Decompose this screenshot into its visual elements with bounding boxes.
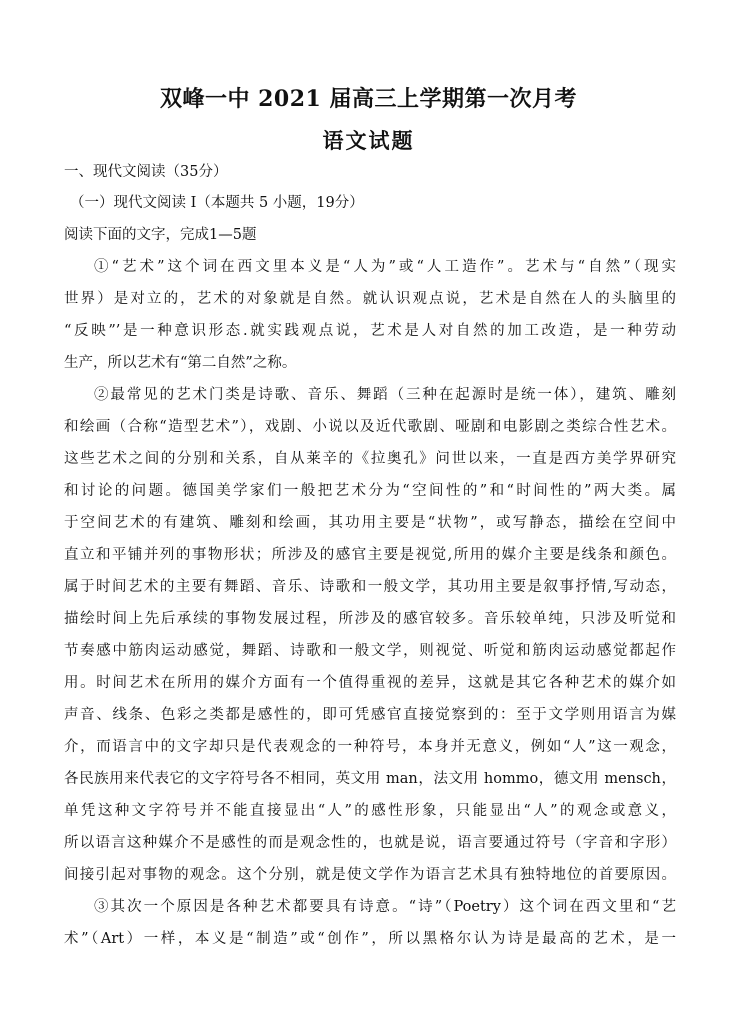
reading-instruction: 阅读下面的文字，完成1—5题 xyxy=(64,227,257,243)
paragraph-1-line-1: ①“艺术”这个词在西文里本义是“人为”或“人工造作”。艺术与“自然”（现实 xyxy=(94,259,676,275)
section-heading: 一、现代文阅读（35分） xyxy=(64,164,228,180)
paragraph-2-line-16: 间接引起对事物的观念。这个分别，就是使文学作为语言艺术具有独特地位的首要原因。 xyxy=(64,867,676,883)
paragraph-2-line-2: 和绘画（合称“造型艺术”），戏剧、小说以及近代歌剧、哑剧和电影剧之类综合性艺术。 xyxy=(64,419,676,435)
paragraph-2-line-13: 各民族用来代表它的文字符号各不相同，英文用 man，法文用 hommo，德文用 mensch， xyxy=(64,771,676,787)
paragraph-2-line-9: 节奏感中筋肉运动感觉，舞蹈、诗歌和一般文学，则视觉、听觉和筋肉运动感觉都起作 xyxy=(64,643,676,659)
paragraph-2-line-10: 用。时间艺术在所用的媒介方面有一个值得重视的差异，这就是其它各种艺术的媒介如 xyxy=(64,675,676,691)
exam-subtitle: 语文试题 xyxy=(322,128,415,153)
paragraph-2-line-5: 于空间艺术的有建筑、雕刻和绘画，其功用主要是“状物”，或写静态，描绘在空间中 xyxy=(64,515,676,531)
paragraph-2-line-3: 这些艺术之间的分别和关系，自从莱辛的《拉奥孔》问世以来，一直是西方美学界研究 xyxy=(64,451,676,467)
paragraph-2-line-12: 介，而语言中的文字却只是代表观念的一种符号，本身并无意义，例如“人”这一观念， xyxy=(64,739,676,755)
paragraph-2-line-14: 单凭这种文字符号并不能直接显出“人”的感性形象，只能显出“人”的观念或意义， xyxy=(64,803,676,819)
paragraph-2-line-15: 所以语言这种媒介不是感性的而是观念性的，也就是说，语言要通过符号（字音和字形） xyxy=(64,835,676,851)
paragraph-1-line-4: 生产，所以艺术有“第二自然”之称。 xyxy=(64,355,297,371)
paragraph-2-line-7: 属于时间艺术的主要有舞蹈、音乐、诗歌和一般文学，其功用主要是叙事抒情,写动态， xyxy=(64,579,676,595)
paragraph-2-line-11: 声音、线条、色彩之类都是感性的，即可凭感官直接觉察到的：至于文学则用语言为媒 xyxy=(64,707,676,723)
paragraph-2-line-4: 和讨论的问题。德国美学家们一般把艺术分为“空间性的”和“时间性的”两大类。属 xyxy=(64,483,676,499)
paragraph-1-line-3: “反映”’是一种意识形态.就实践观点说，艺术是人对自然的加工改造，是一种劳动 xyxy=(64,323,676,339)
paragraph-2-line-8: 描绘时间上先后承续的事物发展过程，所涉及的感官较多。音乐较单纯，只涉及听觉和 xyxy=(64,611,676,627)
paragraph-1-line-2: 世界）是对立的，艺术的对象就是自然。就认识观点说，艺术是自然在人的头脑里的 xyxy=(64,291,676,307)
subsection-heading: （一）现代文阅读 I（本题共 5 小题，19分） xyxy=(70,195,364,211)
paragraph-2-line-1: ②最常见的艺术门类是诗歌、音乐、舞蹈（三种在起源时是统一体），建筑、雕刻 xyxy=(94,387,676,403)
paragraph-2-line-6: 直立和平铺并列的事物形状；所涉及的感官主要是视觉,所用的媒介主要是线条和颜色。 xyxy=(64,547,676,563)
paragraph-3-line-1: ③其次一个原因是各种艺术都要具有诗意。“诗”（Poetry）这个词在西文里和“艺 xyxy=(94,899,676,915)
paragraph-3-line-2: 术”（Art）一样，本义是“制造”或“创作”，所以黑格尔认为诗是最高的艺术，是一 xyxy=(64,931,676,947)
exam-title: 双峰一中 2021 届高三上学期第一次月考 xyxy=(159,86,578,112)
